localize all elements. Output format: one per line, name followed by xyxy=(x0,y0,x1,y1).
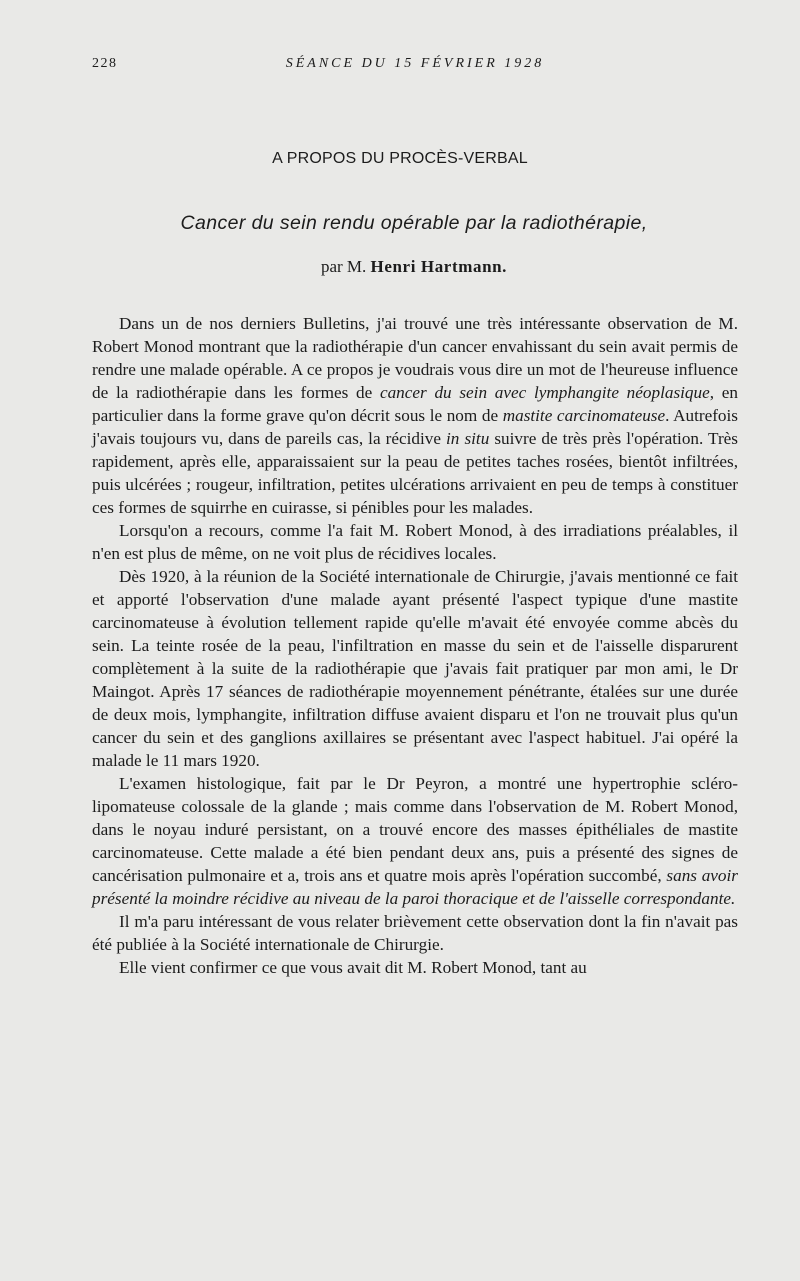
page-number: 228 xyxy=(92,56,118,71)
section-heading: A PROPOS DU PROCÈS-VERBAL xyxy=(272,150,528,167)
paragraph-text: , en particulier dans la forme grave qu'on décrit sous le nom de xyxy=(92,383,738,425)
italic-text: sans avoir présenté la moindre récidive au niveau de la paroi thoracique et de l'aisselle correspondante. xyxy=(92,866,738,908)
paragraph xyxy=(92,772,738,910)
byline-prefix: par M. xyxy=(320,257,367,276)
paragraph-text: Il m'a paru intéressant de vous relater brièvement cette observation dont la fin n'avait pas été publiée à la Société internationale de Chirurgie. xyxy=(92,912,738,954)
author-name: Henri Hartmann. xyxy=(370,257,508,276)
paragraph-text: suivre de très près l'opération. Très rapidement, après elle, apparaissaient sur la peau de petites taches rosées, bientôt infiltrées, puis ulcérées ; rougeur, infiltration, petites ulcérations arrivaient en peu de temps à constituer ces formes de squirrhe en cuirasse, si pénibles pour les malades. xyxy=(92,429,738,517)
paragraph-text: Lorsqu'on a recours, comme l'a fait M. Robert Monod, à des irradiations préalables, il n'en est plus de même, on ne voit plus de récidives locales. xyxy=(92,521,738,563)
paragraph xyxy=(92,312,738,519)
paragraph-text: Dans un de nos derniers Bulletins, j'ai trouvé une très intéressante observation de M. Robert Monod montrant que la radiothérapie d'un cancer envahissant du sein avait permis de rendre une malade opérable. A ce propos je voudrais vous dire un mot de l'heureuse influence de la radiothérapie dans les formes de xyxy=(92,314,738,402)
italic-text: mastite carcinomateuse xyxy=(502,406,666,425)
paragraph-text: L'examen histologique, fait par le Dr Peyron, a montré une hypertrophie scléro-lipomateuse colossale de la glande ; mais comme dans l'observation de M. Robert Monod, dans le noyau induré persistant, on a trouvé encore des masses épithéliales de mastite carcinomateuse. Cette malade a été bien pendant deux ans, puis a présenté des signes de cancérisation pulmonaire et a, trois ans et quatre mois après l'opération succombé, xyxy=(92,774,738,885)
paragraph-text: Elle vient confirmer ce que vous avait dit M. Robert Monod, tant au xyxy=(119,958,587,977)
italic-text: cancer du sein avec lymphangite néoplasique xyxy=(379,383,710,402)
paragraph xyxy=(92,519,738,565)
paragraph xyxy=(92,910,738,956)
article-body xyxy=(92,312,738,979)
paragraph xyxy=(92,956,738,979)
running-head-title: SÉANCE DU 15 FÉVRIER 1928 xyxy=(285,56,545,71)
paragraph-text: . Autrefois j'avais toujours vu, dans de pareils cas, la récidive xyxy=(92,406,738,448)
article-title: Cancer du sein rendu opérable par la radiothérapie, xyxy=(180,212,648,234)
byline xyxy=(0,257,800,277)
italic-text: in situ xyxy=(446,429,490,448)
paragraph xyxy=(92,565,738,772)
paragraph-text: Dès 1920, à la réunion de la Société internationale de Chirurgie, j'avais mentionné ce fait et apporté l'observation d'une malade ayant présenté l'aspect typique d'une mastite carcinomateuse à évolution tellement rapide qu'elle m'avait été envoyée comme abcès du sein. La teinte rosée de la peau, l'infiltration en masse du sein et de l'aisselle disparurent complètement à la suite de la radiothérapie que j'avais fait pratiquer par mon ami, le Dr Maingot. Après 17 séances de radiothérapie moyennement pénétrante, étalées sur une durée de deux mois, lymphangite, infiltration diffuse avaient disparu et l'on ne trouvait plus qu'un cancer du sein et des ganglions axillaires se présentant avec l'aspect habituel. J'ai opéré la malade le 11 mars 1920. xyxy=(92,567,738,770)
